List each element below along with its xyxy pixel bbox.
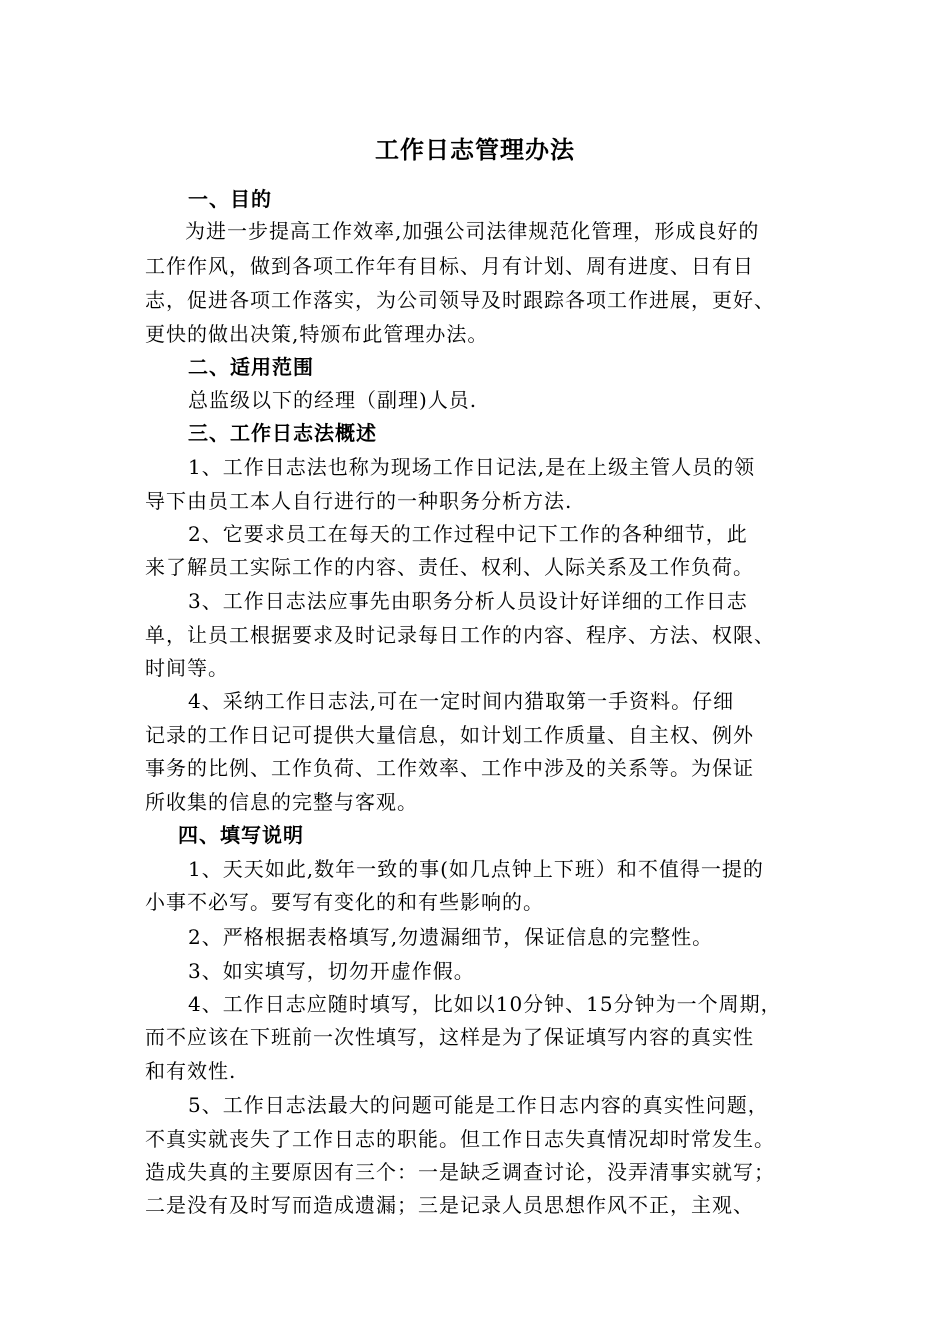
paragraph-line: 2、它要求员工在每天的工作过程中记下工作的各种细节，此: [188, 522, 748, 546]
paragraph-line: 4、采纳工作日志法,可在一定时间内猎取第一手资料。仔细: [188, 689, 735, 713]
paragraph-line: 志，促进各项工作落实，为公司领导及时跟踪各项工作进展，更好、: [145, 288, 775, 312]
paragraph-line: 导下由员工本人自行进行的一种职务分析方法.: [145, 489, 573, 513]
paragraph-line: 造成失真的主要原因有三个：一是缺乏调查讨论，没弄清事实就写；: [145, 1160, 775, 1184]
paragraph-line: 更快的做出决策,特颁布此管理办法。: [145, 322, 489, 346]
paragraph-line: 5、工作日志法最大的问题可能是工作日志内容的真实性问题，: [188, 1093, 769, 1117]
paragraph-line: 4、工作日志应随时填写，比如以10分钟、15分钟为一个周期，: [188, 992, 782, 1016]
paragraph-line: 记录的工作日记可提供大量信息，如计划工作质量、自主权、例外: [145, 723, 754, 747]
paragraph-line: 1、工作日志法也称为现场工作日记法,是在上级主管人员的领: [188, 455, 756, 479]
paragraph-line: 所收集的信息的完整与客观。: [145, 790, 418, 814]
section-heading-overview: 三、工作日志法概述: [188, 421, 377, 445]
paragraph-line: 事务的比例、工作负荷、工作效率、工作中涉及的关系等。为保证: [145, 756, 754, 780]
paragraph-line: 3、如实填写，切勿开虚作假。: [188, 959, 475, 983]
section-heading-purpose: 一、目的: [188, 187, 272, 211]
section-heading-instructions: 四、填写说明: [178, 823, 304, 847]
paragraph-line: 时间等。: [145, 656, 229, 680]
paragraph-line: 来了解员工实际工作的内容、责任、权利、人际关系及工作负荷。: [145, 555, 754, 579]
paragraph-line: 3、工作日志法应事先由职务分析人员设计好详细的工作日志: [188, 589, 748, 613]
paragraph-line: 1、天天如此,数年一致的事(如几点钟上下班）和不值得一提的: [188, 857, 764, 881]
paragraph-line: 单，让员工根据要求及时记录每日工作的内容、程序、方法、权限、: [145, 623, 775, 647]
paragraph-line: 不真实就丧失了工作日志的职能。但工作日志失真情况却时常发生。: [145, 1127, 775, 1151]
paragraph-line: 二是没有及时写而造成遗漏；三是记录人员思想作风不正，主观、: [145, 1193, 754, 1217]
paragraph-line: 和有效性.: [145, 1059, 237, 1083]
document-title: 工作日志管理办法: [375, 135, 575, 164]
paragraph-line: 总监级以下的经理（副理)人员.: [188, 388, 478, 412]
paragraph-line: 小事不必写。要写有变化的和有些影响的。: [145, 890, 544, 914]
section-heading-scope: 二、适用范围: [188, 355, 314, 379]
paragraph-line: 而不应该在下班前一次性填写，这样是为了保证填写内容的真实性: [145, 1025, 754, 1049]
paragraph-line: 2、严格根据表格填写,勿遗漏细节，保证信息的完整性。: [188, 925, 714, 949]
paragraph-line: 工作作风，做到各项工作年有目标、月有计划、周有进度、日有日: [145, 254, 754, 278]
paragraph-line: 为进一步提高工作效率,加强公司法律规范化管理，形成良好的: [185, 219, 760, 243]
